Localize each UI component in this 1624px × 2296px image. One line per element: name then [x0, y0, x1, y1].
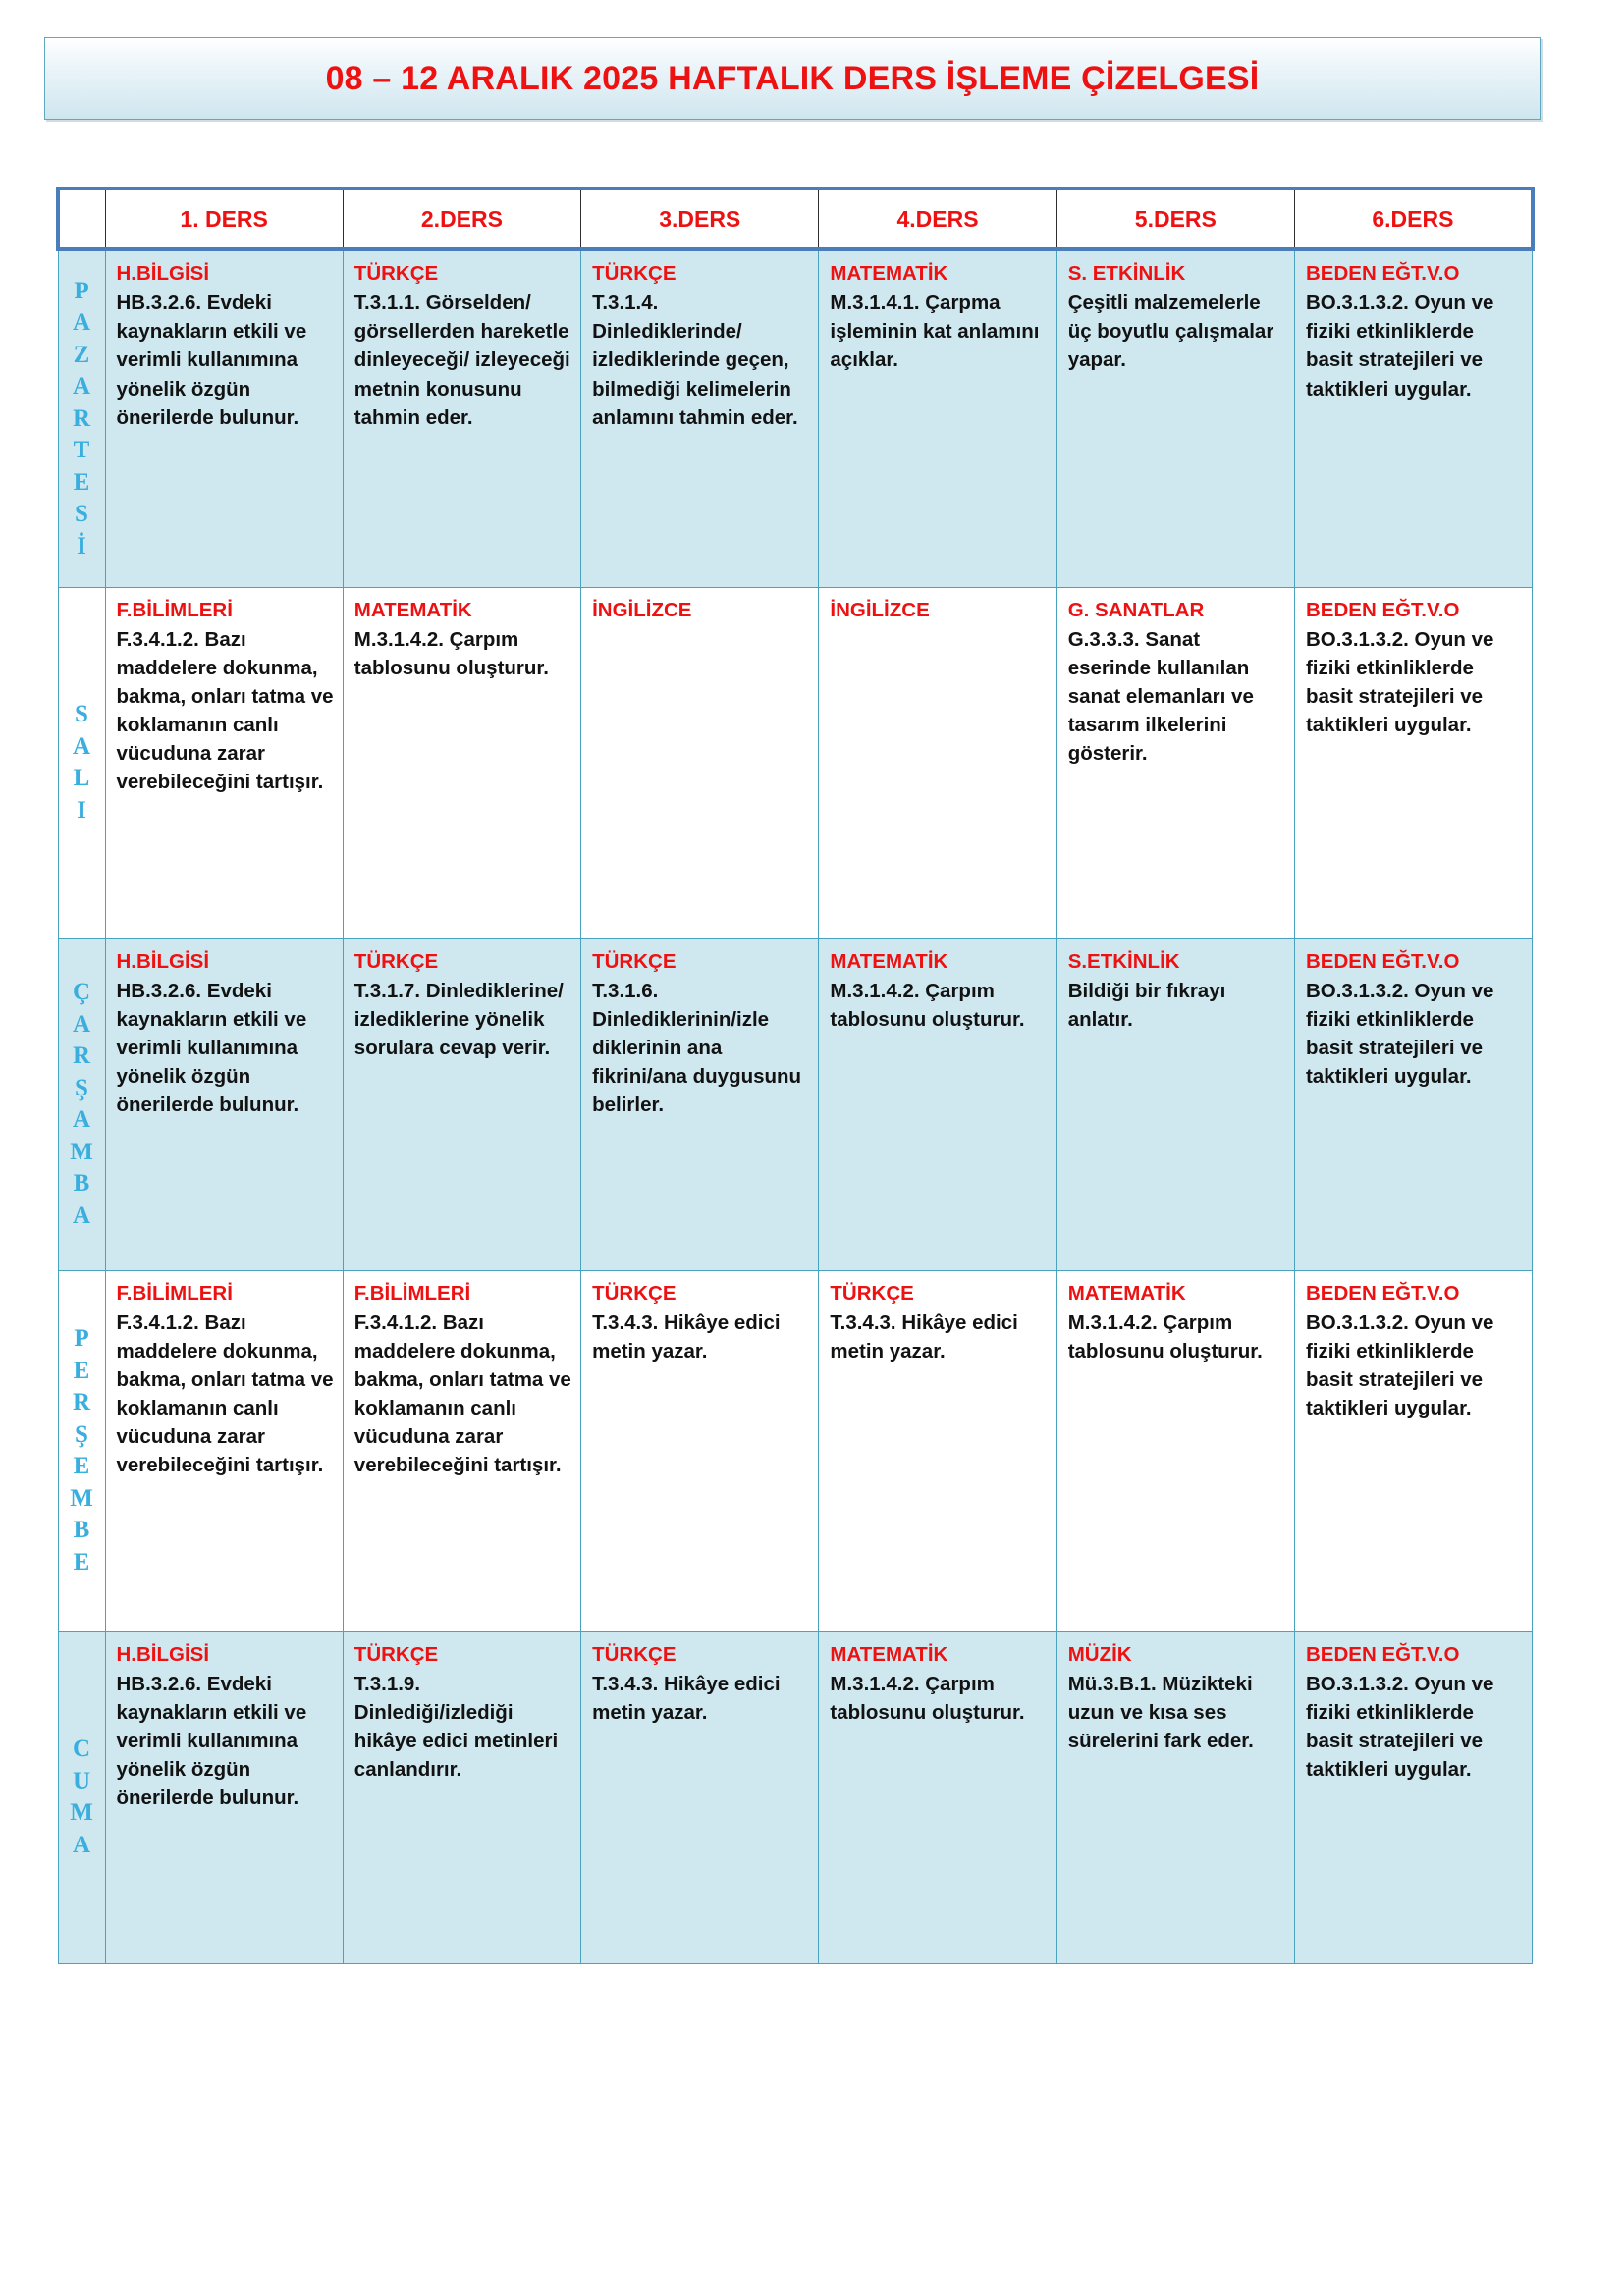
lesson-cell	[581, 587, 819, 938]
day-label-cuma	[58, 1631, 105, 1963]
lesson-cell	[105, 587, 343, 938]
lesson-objective: BO.3.1.3.2. Oyun ve fiziki etkinliklerde basit stratejileri ve taktikleri uygular.	[1305, 1672, 1494, 1782]
lesson-objective: M.3.1.4.2. Çarpım tablosunu oluşturur.	[1067, 1310, 1263, 1362]
lesson-cell	[1056, 249, 1294, 587]
column-header-label: 5.DERS	[1134, 205, 1217, 232]
day-label-letter: A	[72, 1201, 91, 1229]
lesson-subject: F.BİLİMLERİ	[353, 1281, 471, 1305]
lesson-cell	[343, 1270, 580, 1631]
day-label-letter: P	[74, 277, 89, 304]
lesson-cell	[343, 587, 580, 938]
lesson-objective: T.3.1.1. Görselden/ görsellerden hareketle dinleyeceği/ izleyeceği metnin konusunu tahmin eder.	[353, 292, 570, 429]
column-header-label: 2.DERS	[420, 205, 503, 232]
lesson-cell	[1294, 1631, 1532, 1963]
day-label-letter: S	[75, 701, 88, 727]
lesson-objective: M.3.1.4.2. Çarpım tablosunu oluşturur.	[830, 979, 1025, 1031]
lesson-objective: M.3.1.4.2. Çarpım tablosunu oluşturur.	[830, 1672, 1025, 1724]
column-header-lesson-1	[105, 188, 343, 249]
lesson-subject: F.BİLİMLERİ	[116, 598, 233, 621]
day-label-letter: M	[70, 1484, 93, 1512]
lesson-subject: TÜRKÇE	[830, 1281, 914, 1305]
lesson-subject: BEDEN EĞT.V.O	[1305, 262, 1460, 285]
lesson-subject: MATEMATİK	[830, 949, 948, 973]
page-title: 08 – 12 ARALIK 2025 HAFTALIK DERS İŞLEME ÇİZELGESİ	[325, 59, 1260, 97]
lesson-objective: T.3.1.6. Dinlediklerinin/izle diklerinin ana fikrini/ana duygusunu belirler.	[592, 979, 802, 1117]
day-label-letter: A	[72, 373, 91, 400]
day-label-letter: Ş	[75, 1420, 88, 1448]
lesson-cell	[819, 587, 1056, 938]
day-label-letter: S	[75, 501, 88, 527]
day-label-letters	[59, 276, 105, 563]
day-label-letter: L	[73, 765, 90, 791]
lesson-subject: H.BİLGİSİ	[116, 949, 210, 973]
lesson-objective: F.3.4.1.2. Bazı maddelere dokunma, bakma, onları tatma ve koklamanın canlı vücuduna zarar verebileceğini tartışır.	[116, 627, 334, 794]
table-header	[58, 188, 1533, 249]
day-label-letter: A	[72, 1010, 91, 1038]
table-row	[58, 1631, 1533, 1963]
day-label-letter: A	[72, 732, 91, 760]
lesson-cell	[819, 1631, 1056, 1963]
day-label-persembe	[58, 1270, 105, 1631]
table-row	[58, 938, 1533, 1270]
lesson-objective: BO.3.1.3.2. Oyun ve fiziki etkinliklerde basit stratejileri ve taktikleri uygular.	[1305, 1310, 1494, 1420]
column-header-lesson-2	[343, 188, 580, 249]
lesson-cell	[105, 1270, 343, 1631]
lesson-objective: T.3.1.4. Dinlediklerinde/ izlediklerinde geçen, bilmediği kelimelerin anlamını tahmin eder.	[592, 292, 798, 429]
lesson-subject: S. ETKİNLİK	[1067, 262, 1186, 285]
lesson-subject: TÜRKÇE	[592, 1642, 677, 1666]
lesson-cell	[105, 938, 343, 1270]
lesson-subject: MATEMATİK	[830, 1642, 948, 1666]
lesson-objective: BO.3.1.3.2. Oyun ve fiziki etkinliklerde basit stratejileri ve taktikleri uygular.	[1305, 979, 1494, 1089]
table-row	[58, 1270, 1533, 1631]
lesson-cell	[1056, 1270, 1294, 1631]
lesson-subject: TÜRKÇE	[353, 262, 439, 285]
day-label-letter: E	[73, 468, 90, 496]
column-header-label: 1. DERS	[180, 205, 268, 232]
lesson-cell	[343, 938, 580, 1270]
day-label-sali	[58, 587, 105, 938]
table-row	[58, 587, 1533, 938]
column-header-label: 6.DERS	[1372, 205, 1454, 232]
lesson-cell	[1294, 938, 1532, 1270]
day-label-letter: I	[77, 796, 86, 824]
lesson-cell	[1294, 249, 1532, 587]
lesson-objective: G.3.3.3. Sanat eserinde kullanılan sanat elemanları ve tasarım ilkelerini gösterir.	[1067, 627, 1254, 766]
header-corner-cell	[58, 188, 105, 249]
day-label-letter: P	[74, 1325, 89, 1352]
day-label-letters	[59, 1323, 105, 1578]
lesson-subject: TÜRKÇE	[353, 1642, 439, 1666]
lesson-objective: Bildiği bir fıkrayı anlatır.	[1067, 979, 1226, 1031]
lesson-cell	[819, 938, 1056, 1270]
lesson-subject: TÜRKÇE	[592, 949, 677, 973]
lesson-objective: F.3.4.1.2. Bazı maddelere dokunma, bakma, onları tatma ve koklamanın canlı vücuduna zarar verebileceğini tartışır.	[116, 1310, 334, 1477]
lesson-cell	[581, 938, 819, 1270]
lesson-subject: BEDEN EĞT.V.O	[1305, 1642, 1460, 1666]
day-label-letter: Z	[73, 341, 90, 368]
day-label-letter: R	[72, 404, 91, 432]
column-header-row	[58, 188, 1533, 249]
day-label-letter: A	[72, 309, 91, 336]
column-header-lesson-3	[581, 188, 819, 249]
lesson-cell	[819, 249, 1056, 587]
lesson-objective: F.3.4.1.2. Bazı maddelere dokunma, bakma, onları tatma ve koklamanın canlı vücuduna zarar verebileceğini tartışır.	[353, 1310, 571, 1477]
day-label-letter: T	[73, 437, 90, 463]
lesson-cell	[105, 1631, 343, 1963]
lesson-objective: HB.3.2.6. Evdeki kaynakların etkili ve verimli kullanımına yönelik özgün önerilerde bulunur.	[116, 979, 307, 1117]
lesson-subject: MATEMATİK	[1067, 1281, 1186, 1305]
day-label-letter: E	[73, 1548, 90, 1575]
column-header-lesson-4	[819, 188, 1056, 249]
lesson-subject: BEDEN EĞT.V.O	[1305, 949, 1460, 973]
column-header-lesson-6	[1294, 188, 1532, 249]
day-label-pazartesi	[58, 249, 105, 587]
lesson-objective: T.3.1.9. Dinlediği/izlediği hikâye edici metinleri canlandırır.	[353, 1672, 559, 1782]
lesson-subject: BEDEN EĞT.V.O	[1305, 598, 1460, 621]
lesson-cell	[105, 249, 343, 587]
day-label-letter: A	[72, 1106, 91, 1133]
lesson-objective: T.3.4.3. Hikâye edici metin yazar.	[830, 1310, 1018, 1362]
lesson-subject: S.ETKİNLİK	[1067, 949, 1180, 973]
column-header-lesson-5	[1056, 188, 1294, 249]
table-body	[58, 249, 1533, 1963]
lesson-cell	[1056, 938, 1294, 1270]
lesson-subject: F.BİLİMLERİ	[116, 1281, 233, 1305]
day-label-letter: B	[73, 1170, 90, 1197]
lesson-cell	[1294, 587, 1532, 938]
day-label-letter: A	[72, 1831, 91, 1858]
day-label-letters	[59, 699, 105, 827]
day-label-letter: R	[72, 1389, 91, 1415]
lesson-cell	[1056, 587, 1294, 938]
lesson-subject: TÜRKÇE	[353, 949, 439, 973]
lesson-objective: T.3.1.7. Dinlediklerine/ izlediklerine yönelik sorulara cevap verir.	[353, 979, 564, 1059]
lesson-subject: MATEMATİK	[353, 598, 472, 621]
day-label-letter: C	[72, 1735, 91, 1762]
lesson-cell	[1056, 1631, 1294, 1963]
lesson-subject: İNGİLİZCE	[830, 598, 930, 621]
lesson-subject: MATEMATİK	[830, 262, 948, 285]
lesson-objective: Mü.3.B.1. Müzikteki uzun ve kısa ses sürelerini fark eder.	[1067, 1672, 1254, 1752]
lesson-subject: MÜZİK	[1067, 1642, 1132, 1666]
day-label-letters	[59, 977, 105, 1232]
day-label-letters	[59, 1734, 105, 1861]
day-label-letter: M	[70, 1799, 93, 1826]
lesson-objective: T.3.4.3. Hikâye edici metin yazar.	[592, 1310, 781, 1362]
column-header-label: 3.DERS	[659, 205, 741, 232]
day-label-letter: İ	[77, 532, 86, 560]
lesson-cell	[819, 1270, 1056, 1631]
lesson-objective: HB.3.2.6. Evdeki kaynakların etkili ve verimli kullanımına yönelik özgün önerilerde bulunur.	[116, 1672, 307, 1810]
lesson-objective: M.3.1.4.2. Çarpım tablosunu oluşturur.	[353, 627, 549, 679]
day-label-carsamba	[58, 938, 105, 1270]
lesson-cell	[343, 249, 580, 587]
day-label-letter: M	[70, 1138, 93, 1165]
lesson-objective: BO.3.1.3.2. Oyun ve fiziki etkinliklerde basit stratejileri ve taktikleri uygular.	[1305, 292, 1494, 400]
day-label-letter: R	[72, 1042, 91, 1069]
lesson-objective: BO.3.1.3.2. Oyun ve fiziki etkinliklerde basit stratejileri ve taktikleri uygular.	[1305, 627, 1494, 737]
lesson-objective: T.3.4.3. Hikâye edici metin yazar.	[592, 1672, 781, 1724]
lesson-subject: TÜRKÇE	[592, 1281, 677, 1305]
lesson-subject: H.BİLGİSİ	[116, 1642, 210, 1666]
lesson-objective: Çeşitli malzemelerle üç boyutlu çalışmalar yapar.	[1067, 292, 1274, 372]
day-label-letter: B	[73, 1517, 90, 1543]
lesson-cell	[581, 1270, 819, 1631]
lesson-subject: H.BİLGİSİ	[116, 262, 210, 285]
lesson-cell	[581, 1631, 819, 1963]
lesson-cell	[581, 249, 819, 587]
column-header-label: 4.DERS	[896, 205, 979, 232]
title-banner	[44, 37, 1541, 120]
lesson-subject: TÜRKÇE	[592, 262, 677, 285]
lesson-objective: M.3.1.4.1. Çarpma işleminin kat anlamını açıklar.	[830, 292, 1040, 372]
day-label-letter: E	[73, 1357, 90, 1384]
day-label-letter: Ş	[75, 1074, 88, 1101]
lesson-subject: BEDEN EĞT.V.O	[1305, 1281, 1460, 1305]
lesson-objective: HB.3.2.6. Evdeki kaynakların etkili ve verimli kullanımına yönelik özgün önerilerde bulunur.	[116, 292, 307, 429]
lesson-subject: G. SANATLAR	[1067, 598, 1205, 621]
day-label-letter: E	[73, 1453, 90, 1479]
lesson-subject: İNGİLİZCE	[592, 598, 692, 621]
weekly-schedule-table	[56, 187, 1535, 1964]
day-label-letter: Ç	[72, 979, 91, 1005]
schedule-table-wrapper	[56, 187, 1531, 1964]
day-label-letter: U	[72, 1767, 91, 1794]
lesson-cell	[1294, 1270, 1532, 1631]
lesson-cell	[343, 1631, 580, 1963]
table-row	[58, 249, 1533, 587]
